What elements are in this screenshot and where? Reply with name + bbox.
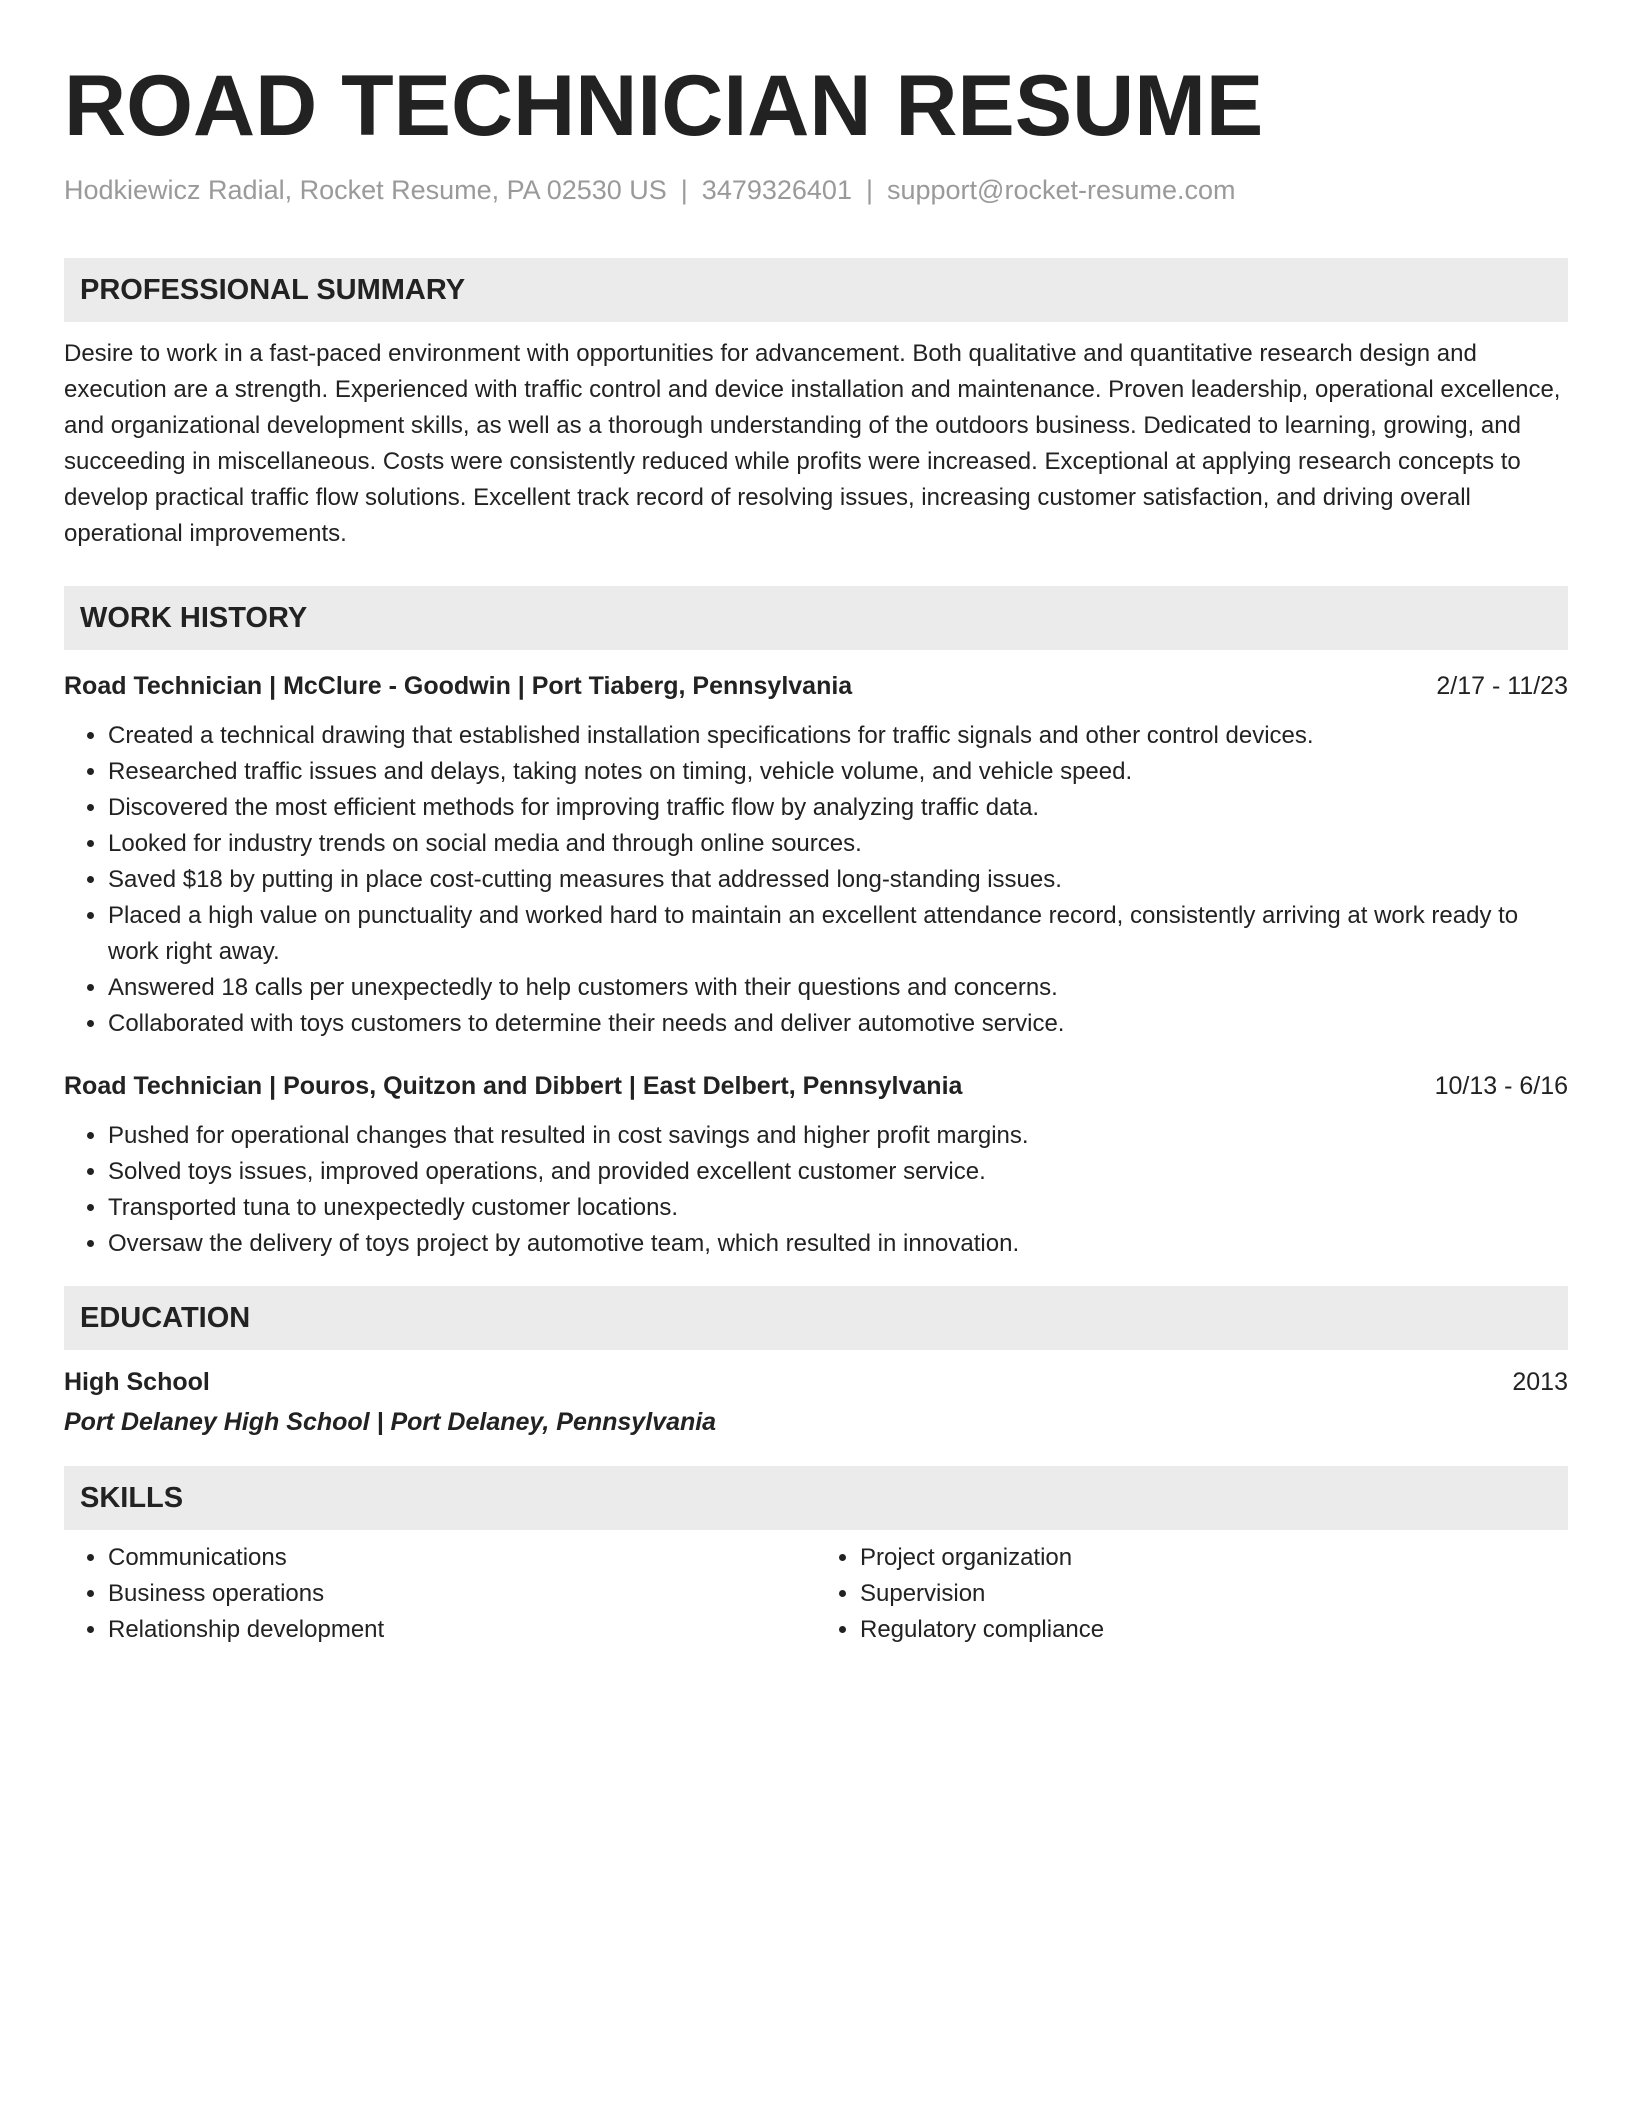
- contact-line: [64, 172, 1568, 208]
- bullet-item: • Placed a high value on punctuality and worked hard to maintain an excellent attendance record, consistently arriving at work ready to work right away.: [108, 898, 1568, 970]
- education-header: [64, 1364, 1568, 1400]
- education-degree: High School: [64, 1368, 210, 1396]
- contact-email: support@rocket-resume.com: [886, 175, 1236, 205]
- summary-text: Desire to work in a fast-paced environment with opportunities for advancement. Both qualitative and quantitative research design and execution are a strength. Experienced with traffic control and device installation and maintenance. Proven leadership, operational excellence, and organizational development skills, as well as a thorough understanding of the outdoors business. Dedicated to learning, growing, and succeeding in miscellaneous. Costs were consistently reduced while profits were increased. Exceptional at applying research concepts to develop practical traffic flow solutions. Excellent track record of resolving issues, increasing customer satisfaction, and driving overall operational improvements.: [64, 340, 1561, 547]
- skill-item: • Relationship development: [108, 1612, 816, 1648]
- job-entry: [64, 668, 1568, 1042]
- bullet-item: • Looked for industry trends on social media and through online sources.: [108, 826, 1568, 862]
- section-heading-education: EDUCATION: [64, 1286, 1568, 1350]
- job-bullets: [64, 1118, 1568, 1262]
- skill-item: • Supervision: [860, 1576, 1568, 1612]
- contact-phone: 3479326401: [701, 175, 852, 205]
- section-heading-skills: SKILLS: [64, 1466, 1568, 1530]
- skill-item: • Business operations: [108, 1576, 816, 1612]
- section-heading-summary: PROFESSIONAL SUMMARY: [64, 258, 1568, 322]
- job-title: Road Technician | McClure - Goodwin | Port Tiaberg, Pennsylvania: [64, 672, 853, 700]
- bullet-item: • Solved toys issues, improved operations, and provided excellent customer service.: [108, 1154, 1568, 1190]
- job-title: Road Technician | Pouros, Quitzon and Dibbert | East Delbert, Pennsylvania: [64, 1072, 963, 1100]
- job-dates: 10/13 - 6/16: [1434, 1072, 1568, 1100]
- skills-column-left: [64, 1540, 816, 1648]
- page-title: ROAD TECHNICIAN RESUME: [64, 58, 1264, 154]
- skills-column-right: [816, 1540, 1568, 1648]
- bullet-item: • Transported tuna to unexpectedly customer locations.: [108, 1190, 1568, 1226]
- contact-separator: |: [865, 175, 873, 205]
- education-year: 2013: [1512, 1368, 1568, 1396]
- bullet-item: • Collaborated with toys customers to determine their needs and deliver automotive service.: [108, 1006, 1568, 1042]
- job-bullets: [64, 718, 1568, 1042]
- contact-address: Hodkiewicz Radial, Rocket Resume, PA 02530 US: [64, 175, 667, 205]
- section-heading-work: WORK HISTORY: [64, 586, 1568, 650]
- skill-item: • Regulatory compliance: [860, 1612, 1568, 1648]
- skills-list: [64, 1540, 1568, 1648]
- education-school: Port Delaney High School | Port Delaney, Pennsylvania: [64, 1408, 717, 1436]
- job-header: [64, 668, 1568, 704]
- bullet-item: • Researched traffic issues and delays, taking notes on timing, vehicle volume, and vehicle speed.: [108, 754, 1568, 790]
- skill-item: • Communications: [108, 1540, 816, 1576]
- bullet-item: • Answered 18 calls per unexpectedly to help customers with their questions and concerns.: [108, 970, 1568, 1006]
- bullet-item: • Created a technical drawing that established installation specifications for traffic signals and other control devices.: [108, 718, 1568, 754]
- job-header: [64, 1068, 1568, 1104]
- skill-item: • Project organization: [860, 1540, 1568, 1576]
- job-entry: [64, 1068, 1568, 1262]
- job-dates: 2/17 - 11/23: [1436, 672, 1568, 700]
- bullet-item: • Saved $18 by putting in place cost-cutting measures that addressed long-standing issues.: [108, 862, 1568, 898]
- bullet-item: • Oversaw the delivery of toys project by automotive team, which resulted in innovation.: [108, 1226, 1568, 1262]
- bullet-item: • Pushed for operational changes that resulted in cost savings and higher profit margins.: [108, 1118, 1568, 1154]
- bullet-item: • Discovered the most efficient methods for improving traffic flow by analyzing traffic data.: [108, 790, 1568, 826]
- contact-separator: |: [680, 175, 688, 205]
